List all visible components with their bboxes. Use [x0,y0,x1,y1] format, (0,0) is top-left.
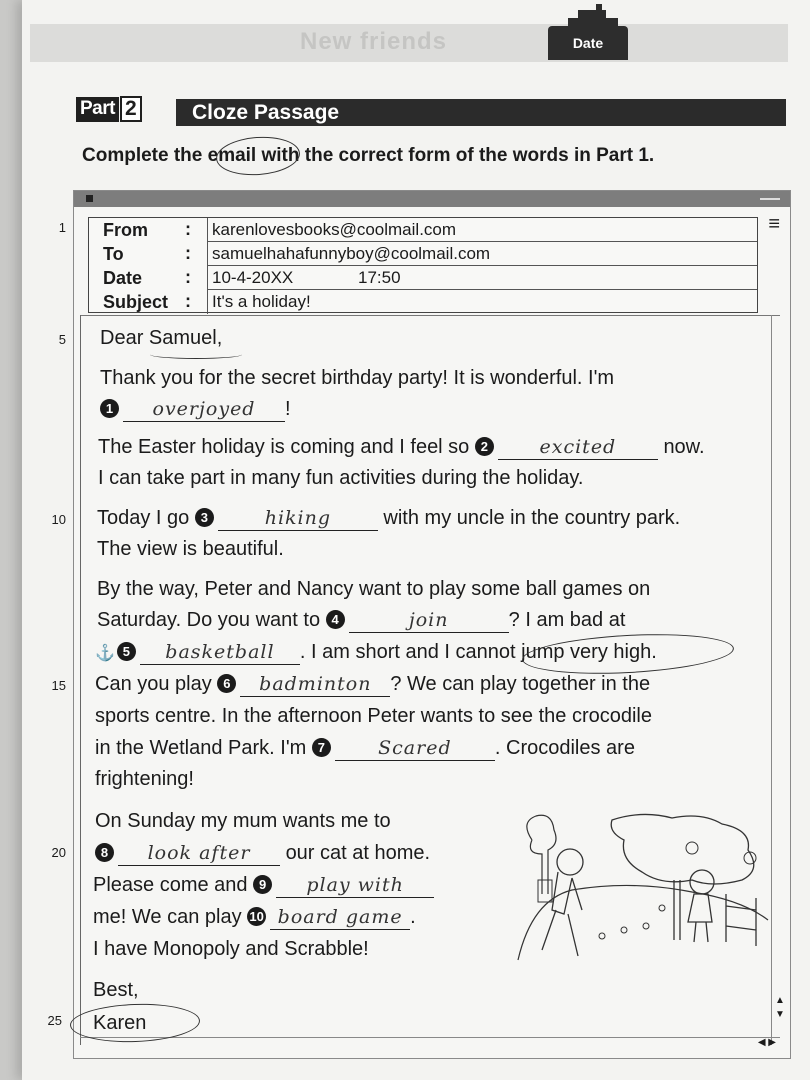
body-line [93,874,434,898]
question-number: 5 [117,642,136,661]
text: with my uncle in the country park. [383,507,681,529]
question-number: 7 [312,738,331,757]
scroll-down-icon[interactable]: ▼ [775,1009,785,1020]
greeting: Dear Samuel, [100,327,223,349]
text: . Crocodiles are [494,737,635,759]
question-number: 10 [247,907,266,926]
date-colon: : [185,267,191,287]
handwritten-answer: play with [306,874,404,896]
body-line [95,842,430,866]
body-line: Thank you for the secret birthday party! It is wonderful. I'm [100,367,615,389]
ghost-unit-title: New friends [300,28,448,55]
body-line [95,737,635,761]
handwritten-answer: excited [539,436,617,458]
from-label: From [103,220,148,240]
body-line: On Sunday my mum wants me to [95,810,391,832]
answer-blank-10[interactable] [270,906,410,930]
to-row [89,242,757,266]
handwritten-answer: join [408,609,449,631]
handwritten-answer: basketball [165,641,275,663]
text: our cat at home. [285,842,431,864]
answer-blank-7[interactable] [335,737,495,761]
text: Today I go [97,507,190,529]
text: ? I am bad at [508,609,626,631]
from-value[interactable]: karenlovesbooks@coolmail.com [207,218,757,242]
window-title-bar [74,191,790,207]
text: . [410,906,416,928]
line-number: 20 [51,845,66,860]
part-title-bar [176,99,786,126]
handwritten-answer: overjoyed [152,398,256,420]
subject-row [89,290,757,314]
text: in the Wetland Park. I'm [95,737,307,759]
book-gutter [0,0,22,1080]
closing: Best, [93,979,139,1001]
text: now. [663,436,705,458]
line-number: 5 [58,332,66,347]
handwritten-answer: look after [147,842,251,864]
minimize-icon[interactable] [760,198,780,200]
body-line: sports centre. In the afternoon Peter wants to see the crocodile [95,705,652,727]
answer-blank-9[interactable] [276,874,434,898]
scroll-up-icon[interactable]: ▲ [775,995,785,1006]
body-line [93,906,416,930]
question-number: 4 [326,610,345,629]
samuel-underline-mark [150,350,242,359]
body-line [97,507,680,531]
header-divider [80,315,780,316]
scroll-left-right-icon[interactable]: ◀ ▶ [757,1037,776,1048]
from-colon: : [185,219,191,239]
to-colon: : [185,243,191,263]
signature: Karen [93,1012,147,1034]
body-line [97,609,625,633]
body-left-border [80,315,81,1045]
body-line: I have Monopoly and Scrabble! [93,938,369,960]
answer-blank-1[interactable] [123,398,285,422]
question-number: 8 [95,843,114,862]
part-word: Part [76,97,119,122]
answer-blank-3[interactable] [218,507,378,531]
horizontal-scrollbar[interactable] [80,1037,780,1050]
date-label: Date [103,268,143,288]
subject-colon: : [185,291,191,311]
answer-blank-2[interactable] [498,436,658,460]
instructions: Complete the email with the correct form of the words in Part 1. [82,145,655,166]
text: ? We can play together in the [390,673,651,695]
subject-value[interactable]: It's a holiday! [207,290,757,314]
time-text: 17:50 [358,268,401,287]
question-number: 9 [253,875,272,894]
question-number: 3 [195,508,214,527]
question-number: 1 [100,399,119,418]
to-value[interactable]: samuelhahafunnyboy@coolmail.com [207,242,757,266]
text: Saturday. Do you want to [97,609,321,631]
body-line [100,398,291,422]
line-number: 25 [47,1013,62,1028]
body-line: I can take part in many fun activities during the holiday. [98,467,584,489]
body-line: frightening! [95,768,194,790]
body-line: By the way, Peter and Nancy want to play some ball games on [97,578,651,600]
date-text: 10-4-20XX [212,268,294,287]
children-park-illustration [512,810,774,974]
part-number: 2 [120,96,142,122]
question-number: 6 [217,674,236,693]
handwritten-answer: hiking [264,507,332,529]
menu-icon[interactable]: ≡ [768,213,780,235]
part-title: Cloze Passage [192,101,340,124]
answer-blank-5[interactable] [140,641,300,665]
from-row [89,218,757,242]
to-label: To [103,244,124,264]
text: me! We can play [93,906,242,928]
body-line [95,673,650,697]
punctuation: ! [285,398,291,420]
part-label [76,95,142,123]
email-header-box [88,217,758,313]
text: . I am short and I cannot jump very high. [299,641,657,663]
answer-blank-8[interactable] [118,842,280,866]
body-line [98,436,705,460]
text: The Easter holiday is coming and I feel so [98,436,470,458]
subject-label: Subject [103,292,169,312]
date-badge-label: Date [572,35,604,51]
anchor-icon: ⚓ [95,645,115,662]
date-value[interactable] [207,266,757,290]
date-badge [548,26,628,60]
date-row [89,266,757,290]
answer-blank-4[interactable] [349,609,509,633]
text: Can you play [95,673,212,695]
answer-blank-6[interactable] [240,673,390,697]
handwritten-answer: board game [277,906,403,928]
question-number: 2 [475,437,494,456]
line-number: 15 [51,678,66,693]
handwritten-answer: Scared [378,737,452,759]
line-number: 1 [58,220,66,235]
text: Please come and [93,874,248,896]
window-square-icon [86,195,93,202]
handwritten-answer: badminton [259,673,372,695]
line-number: 10 [51,512,66,527]
body-line: The view is beautiful. [97,538,284,560]
